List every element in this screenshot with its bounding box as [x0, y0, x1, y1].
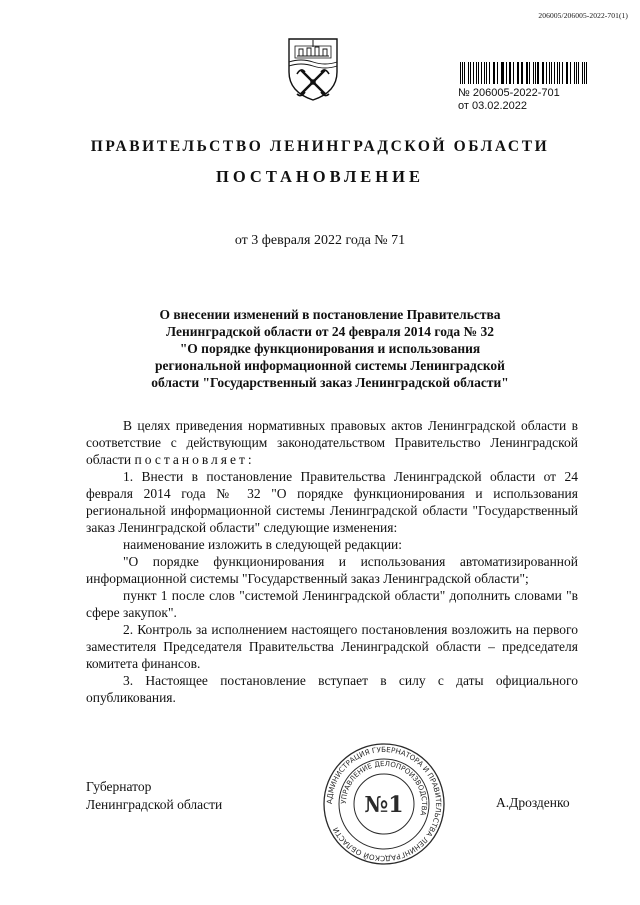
barcode-bar [542, 62, 543, 84]
barcode-bar [468, 62, 469, 84]
resolves-word: постановляет [134, 452, 248, 467]
barcode-bar [562, 62, 563, 84]
stamp-inner-text: УПРАВЛЕНИЕ ДЕЛОПРОИЗВОДСТВА [339, 759, 429, 817]
preamble-paragraph [86, 417, 578, 468]
clause-3: 3. Настоящее постановление вступает в силу с даты официального опубликования. [86, 673, 578, 705]
preamble-text: В целях приведения нормативных правовых актов Ленинградской области в соответствие с действующим законодательством Правительство Ленинградской области [86, 418, 578, 467]
barcode-bar [489, 62, 490, 84]
document-registration-date: от 03.02.2022 [458, 100, 528, 112]
barcode-bar [486, 62, 487, 84]
document-registration [458, 87, 560, 113]
barcode-bar [529, 62, 530, 84]
coat-of-arms-icon [285, 36, 341, 102]
document-number: № 206005-2022-701 [458, 87, 560, 99]
top-registration-code: 206005/206005-2022-701(1) [538, 11, 628, 20]
barcode-bar [574, 62, 575, 84]
office-stamp [322, 742, 446, 866]
clause-2: 2. Контроль за исполнением настоящего постановления возложить на первого заместителя Председателя Правительства Ленинградской области – председателя комитета финансов. [86, 622, 578, 671]
barcode-bar [476, 62, 477, 84]
barcode-bar [521, 62, 522, 84]
barcode-bar [502, 62, 503, 84]
title-line: О внесении изменений в постановление Правительства [159, 307, 501, 322]
document-type: ПОСТАНОВЛЕНИЕ [216, 167, 424, 186]
barcode-bar [586, 62, 587, 84]
barcode-bar [570, 62, 571, 84]
signatory-name: А.Дрозденко [496, 795, 570, 810]
clause-1-item-name: наименование изложить в следующей редакции: [123, 537, 403, 552]
barcode-bar [510, 62, 511, 84]
clause-1-item-point: пункт 1 после слов "системой Ленинградской области" дополнить словами "в сфере закупок". [86, 588, 578, 620]
clause-1-new-name: "О порядке функционирования и использования автоматизированной информационной системы "Государственный заказ Ленинградской области"; [86, 554, 578, 586]
title-line: региональной информационной системы Ленинградской [155, 358, 505, 373]
signatory-position [86, 778, 222, 814]
barcode-bar [557, 62, 558, 84]
signatory-region: Ленинградской области [86, 797, 223, 812]
stamp-outer-text: АДМИНИСТРАЦИЯ ГУБЕРНАТОРА И ПРАВИТЕЛЬСТВА ЛЕНИНГРАДСКОЙ ОБЛАСТИ [324, 744, 444, 864]
barcode-bar [460, 62, 461, 84]
title-line: "О порядке функционирования и использования [179, 341, 481, 356]
barcode-bar [473, 62, 474, 84]
title-line: области "Государственный заказ Ленинградской области" [151, 375, 509, 390]
document-barcode [460, 62, 590, 84]
barcode-bar [537, 62, 538, 84]
document-date-number: от 3 февраля 2022 года № 71 [234, 233, 406, 248]
clause-1: 1. Внести в постановление Правительства Ленинградской области от 24 февраля 2014 года № 32 "О порядке функционирования и использования региональной информационной системы Ленинградской области "Государственный заказ Ленинградской области" следующие изменения: [86, 469, 578, 535]
document-title [90, 306, 570, 391]
title-line: Ленинградской области от 24 февраля 2014 года № 32 [166, 324, 494, 339]
barcode-bar [578, 62, 579, 84]
stamp-center-number: №1 [364, 792, 404, 818]
barcode-bar [518, 62, 519, 84]
barcode-bar [549, 62, 550, 84]
preamble-colon: : [247, 452, 252, 467]
signatory-title: Губернатор [86, 779, 152, 794]
issuing-authority: ПРАВИТЕЛЬСТВО ЛЕНИНГРАДСКОЙ ОБЛАСТИ [90, 138, 550, 155]
barcode-bar [497, 62, 498, 84]
document-body [86, 417, 578, 706]
